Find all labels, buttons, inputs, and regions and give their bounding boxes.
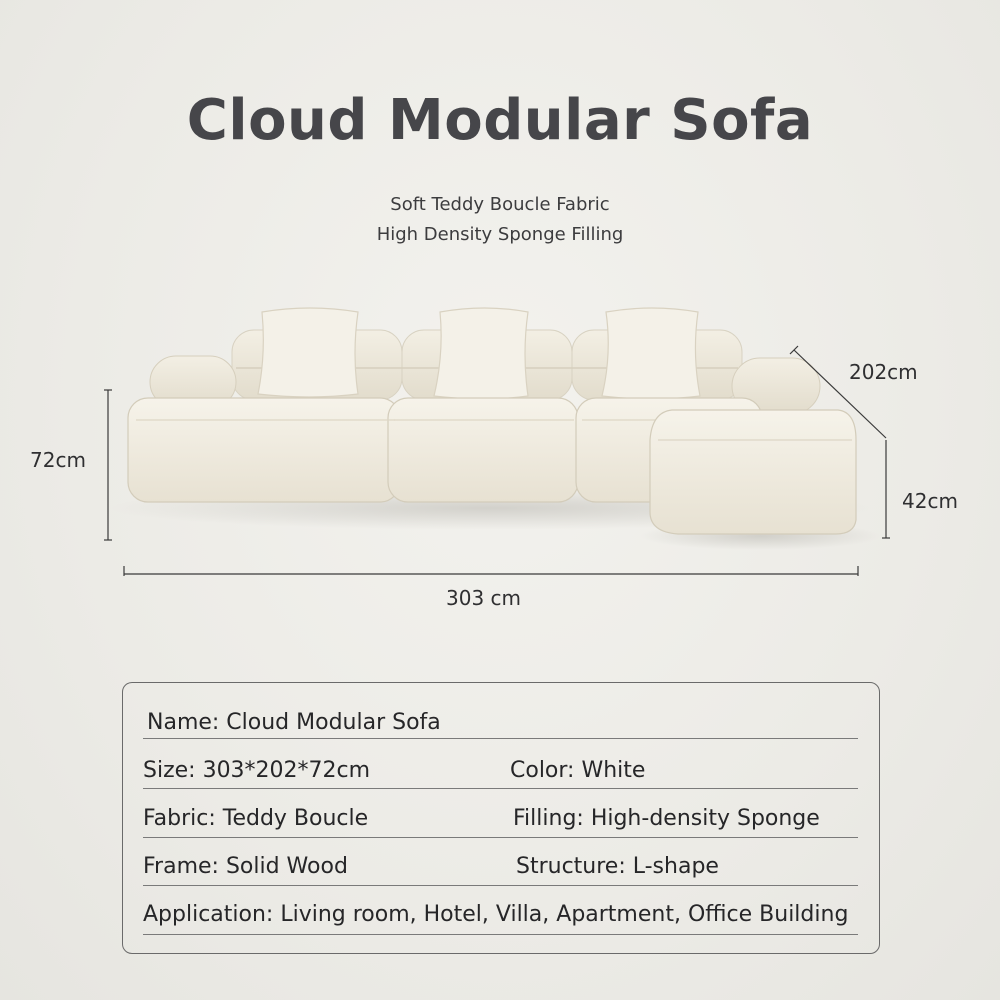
ottoman-height-label: 42cm bbox=[902, 489, 958, 513]
spec-fabric: Fabric: Teddy Boucle bbox=[143, 806, 369, 831]
spec-structure: Structure: L-shape bbox=[516, 854, 719, 879]
throw-pillows bbox=[258, 308, 700, 399]
spec-name: Name: Cloud Modular Sofa bbox=[147, 710, 441, 735]
width-label: 303 cm bbox=[446, 586, 522, 610]
subtitle-filling: High Density Sponge Filling bbox=[376, 224, 624, 245]
ottoman bbox=[650, 410, 856, 534]
spec-divider bbox=[143, 934, 858, 935]
spec-divider bbox=[143, 837, 858, 838]
spec-divider bbox=[143, 885, 858, 886]
spec-divider bbox=[143, 738, 858, 739]
page-title: Cloud Modular Sofa bbox=[186, 88, 814, 153]
spec-divider bbox=[143, 788, 858, 789]
spec-frame: Frame: Solid Wood bbox=[143, 854, 348, 879]
spec-size: Size: 303*202*72cm bbox=[143, 758, 371, 783]
spec-application: Application: Living room, Hotel, Villa, Apartment, Office Building bbox=[143, 902, 849, 927]
depth-label: 202cm bbox=[849, 360, 918, 384]
subtitle-fabric: Soft Teddy Boucle Fabric bbox=[390, 194, 610, 215]
spec-color: Color: White bbox=[510, 758, 646, 783]
spec-filling: Filling: High-density Sponge bbox=[513, 806, 820, 831]
height-label: 72cm bbox=[30, 448, 86, 472]
